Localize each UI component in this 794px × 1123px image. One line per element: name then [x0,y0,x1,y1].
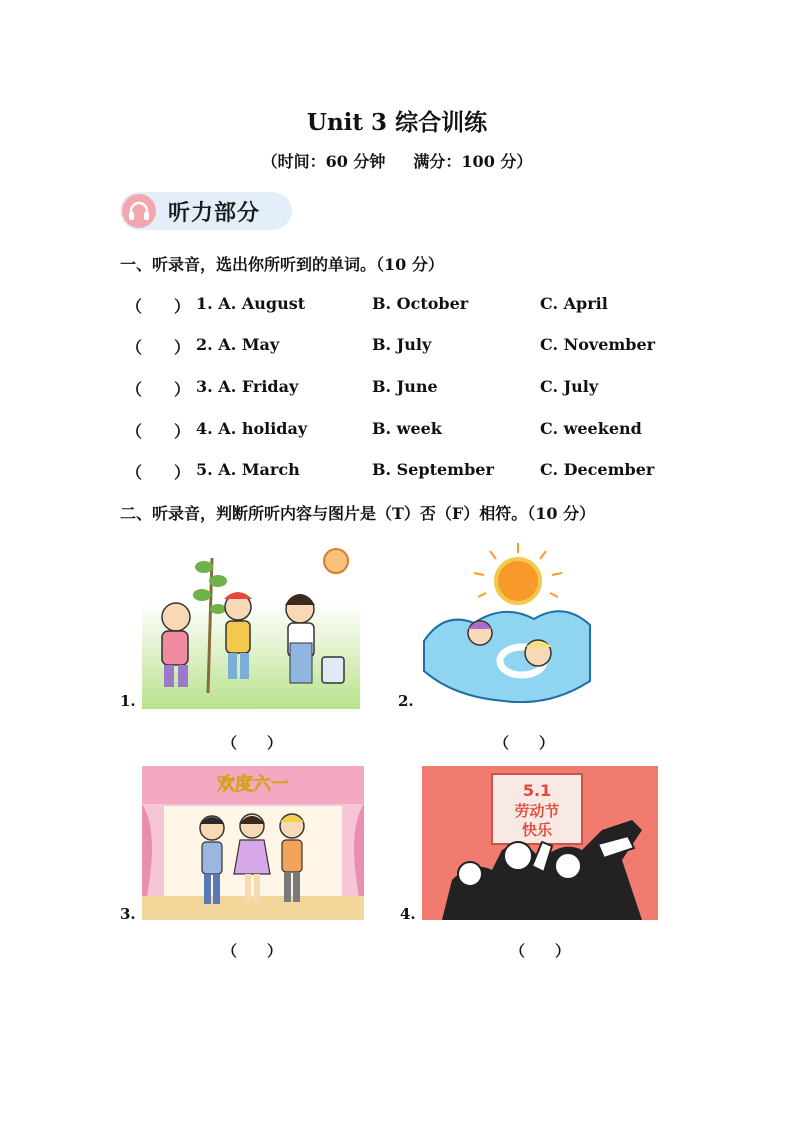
answer-bracket[interactable]: （ ） [510,942,571,960]
question-row [126,460,686,484]
badge-label: 听力部分 [168,201,261,226]
labour-day-illustration [422,766,658,920]
option-a: 4. A. holiday [196,419,308,438]
option-c: C. July [540,377,599,396]
option-c: C. April [540,294,608,313]
question-row [126,294,686,318]
poster-text-1: 劳动节 [514,802,560,820]
answer-bracket[interactable]: （ ） [126,463,191,482]
answer-bracket[interactable]: （ ） [222,942,283,960]
page-title: Unit 3 综合训练 [306,109,488,136]
picture-number: 3. [120,905,136,923]
option-a: 5. A. March [196,460,300,479]
answer-bracket[interactable]: （ ） [126,380,191,399]
swimming-illustration [418,543,596,703]
headphones-icon [122,194,156,228]
option-c: C. November [540,335,656,354]
answer-bracket[interactable]: （ ） [126,297,191,316]
picture-number: 4. [400,905,416,923]
answer-bracket[interactable]: （ ） [126,338,191,357]
option-c: C. December [540,460,655,479]
option-a: 2. A. May [196,335,280,354]
option-b: B. week [372,419,442,438]
option-b: B. September [372,460,494,479]
answer-bracket[interactable]: （ ） [222,734,283,752]
stage-banner: 欢度六一 [217,774,289,795]
childrens-day-illustration [142,766,364,920]
option-a: 1. A. August [196,294,306,313]
picture-number: 2. [398,692,414,710]
option-a: 3. A. Friday [196,377,299,396]
part2-heading: 二、听录音，判断所听内容与图片是（T）否（F）相符。（10 分） [120,504,596,523]
option-b: B. October [372,294,469,313]
question-row [126,335,686,359]
answer-bracket[interactable]: （ ） [126,422,191,441]
time-limit: （时间：60 分钟 [261,152,386,171]
question-row [126,419,686,443]
part1-heading: 一、听录音，选出你所听到的单词。（10 分） [120,255,444,274]
listening-section-badge [120,192,292,230]
option-b: B. July [372,335,432,354]
option-b: B. June [372,377,438,396]
option-c: C. weekend [540,419,642,438]
picture-number: 1. [120,692,136,710]
exam-info [0,149,794,172]
poster-text-2: 快乐 [521,821,553,839]
answer-bracket[interactable]: （ ） [494,734,555,752]
planting-tree-illustration [142,543,360,709]
poster-date: 5.1 [522,781,552,800]
question-row [126,377,686,401]
full-score: 满分：100 分） [413,152,533,171]
